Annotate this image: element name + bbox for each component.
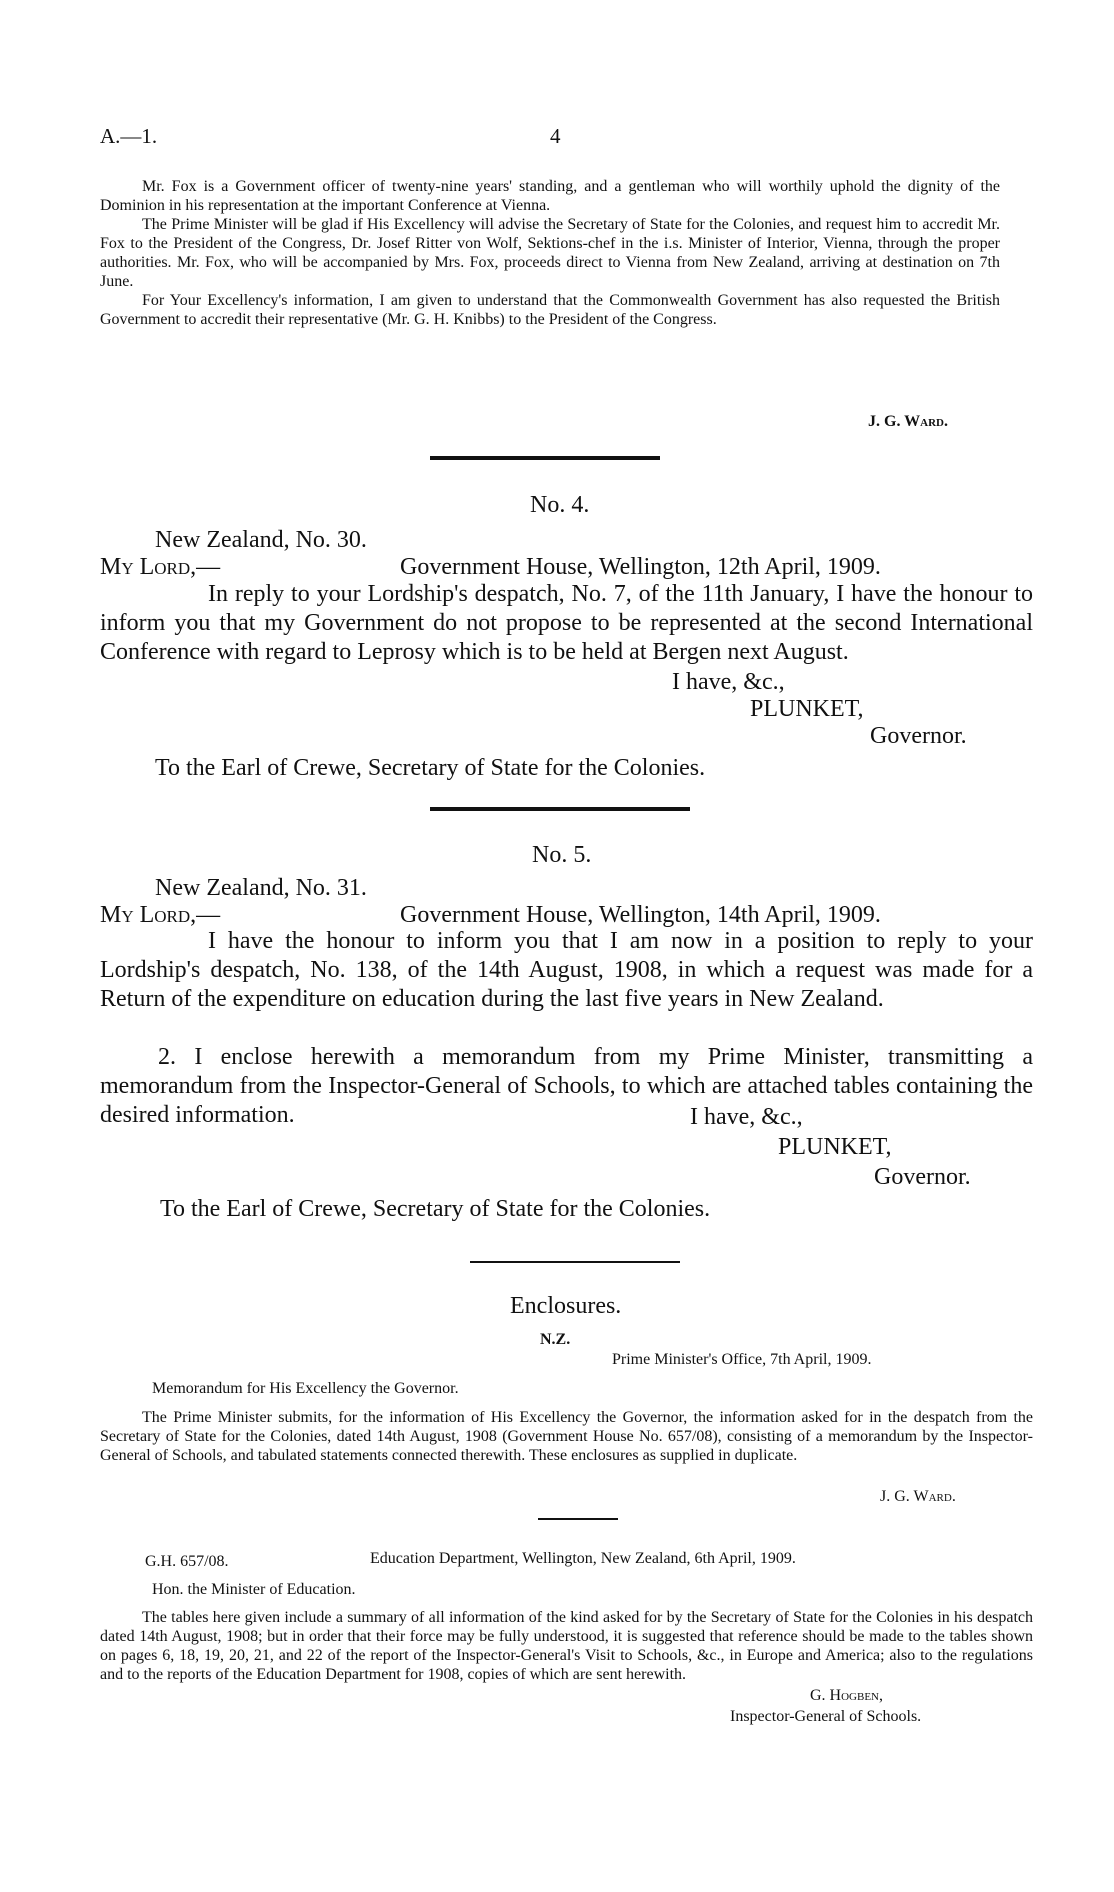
no5-reference: New Zealand, No. 31. <box>155 875 367 901</box>
fox-paragraph-2: The Prime Minister will be glad if His Excellency will advise the Secretary of State for the Colonies, and request him to accredit Mr. Fox to the President of the Congress, Dr. Josef Ritter von Wolf, Sektions-chef in the i.s. Minister of Interior, Vienna, through the proper authorities. Mr. Fox, who will be accompanied by Mrs. Fox, proceeds direct to Vienna from New Zealand, arriving at destination on 7th June. <box>100 216 1000 290</box>
no5-addressee: To the Earl of Crewe, Secretary of State for the Colonies. <box>160 1196 711 1222</box>
no5-paragraph-1: I have the honour to inform you that I am now in a position to reply to your Lordship's despatch, No. 138, of the 14th August, 1908, in which a request was made for a Return of the expenditure on education during the last five years in New Zealand. <box>100 928 1033 1012</box>
no4-title: Governor. <box>870 723 967 749</box>
education-department: Education Department, Wellington, New Zealand, 6th April, 1909. <box>370 1550 796 1567</box>
enclosures-heading: Enclosures. <box>510 1293 622 1319</box>
no4-body: In reply to your Lordship's despatch, No. 7, of the 11th January, I have the honour to inform you that my Government do not propose to be represented at the second International Conference with regard to Leprosy which is to be held at Bergen next August. <box>100 581 1033 665</box>
no5-paragraph-2: 2. I enclose herewith a memorandum from my Prime Minister, transmitting a memorandum from the Inspector-General of Schools, to which are attached tables containing the desired information. <box>100 1044 1033 1128</box>
education-signer: G. Hogben, <box>810 1687 883 1704</box>
section-divider <box>470 1261 680 1263</box>
education-body: The tables here given include a summary of all information of the kind asked for by the Secretary of State for the Colonies in his despatch dated 14th August, 1908; but in order that their force may be fully understood, it is suggested that reference should be made to the tables shown on pages 6, 18, 19, 20, 21, and 22 of the report of the Inspector-General's Visit to Schools, &c., in Europe and America; also to the regulations and to the reports of the Education Department for 1908, copies of which are sent herewith. <box>100 1609 1033 1683</box>
fox-paragraph-3: For Your Excellency's information, I am given to understand that the Commonwealth Government has also requested the British Government to accredit their representative (Mr. G. H. Knibbs) to the President of the Congress. <box>100 292 1000 328</box>
fox-signature: J. G. Ward. <box>868 413 948 430</box>
page-number: 4 <box>550 124 561 148</box>
memorandum-body: The Prime Minister submits, for the information of His Excellency the Governor, the information asked for in the despatch from the Secretary of State for the Colonies, dated 14th August, 1908 (Government House No. 657/08), consisting of a memorandum by the Inspector-General of Schools, and tabulated statements connected therewith. These enclosures as supplied in duplicate. <box>100 1409 1033 1464</box>
no5-signer: PLUNKET, <box>778 1134 892 1160</box>
no4-addressee: To the Earl of Crewe, Secretary of State for the Colonies. <box>155 755 706 781</box>
no4-signer: PLUNKET, <box>750 696 864 722</box>
section-divider <box>538 1518 618 1520</box>
memorandum-title: Memorandum for His Excellency the Governor. <box>152 1380 459 1397</box>
section-divider <box>430 807 690 811</box>
section-divider <box>430 456 660 460</box>
no5-heading: No. 5. <box>532 842 592 868</box>
no4-salutation: My Lord,— <box>100 554 221 580</box>
prime-minister-office: Prime Minister's Office, 7th April, 1909. <box>612 1351 872 1368</box>
fox-paragraph-1: Mr. Fox is a Government officer of twenty-nine years' standing, and a gentleman who will worthily uphold the dignity of the Dominion in his representation at the important Conference at Vienna. <box>100 178 1000 214</box>
no4-closing: I have, &c., <box>672 669 785 695</box>
education-addressee: Hon. the Minister of Education. <box>152 1581 356 1598</box>
education-signer-title: Inspector-General of Schools. <box>730 1708 922 1725</box>
no4-address: Government House, Wellington, 12th April, 1909. <box>400 554 881 580</box>
fox-letter <box>100 177 1000 329</box>
no5-closing: I have, &c., <box>690 1104 803 1130</box>
no5-title: Governor. <box>874 1164 971 1190</box>
no5-salutation: My Lord,— <box>100 902 221 928</box>
no5-address: Government House, Wellington, 14th April, 1909. <box>400 902 881 928</box>
no4-reference: New Zealand, No. 30. <box>155 527 367 553</box>
memorandum-signature: J. G. Ward. <box>880 1488 956 1505</box>
education-reference: G.H. 657/08. <box>145 1553 229 1570</box>
no4-heading: No. 4. <box>530 492 590 518</box>
enclosures-sub: N.Z. <box>540 1331 571 1348</box>
document-reference: A.—1. <box>100 124 158 148</box>
